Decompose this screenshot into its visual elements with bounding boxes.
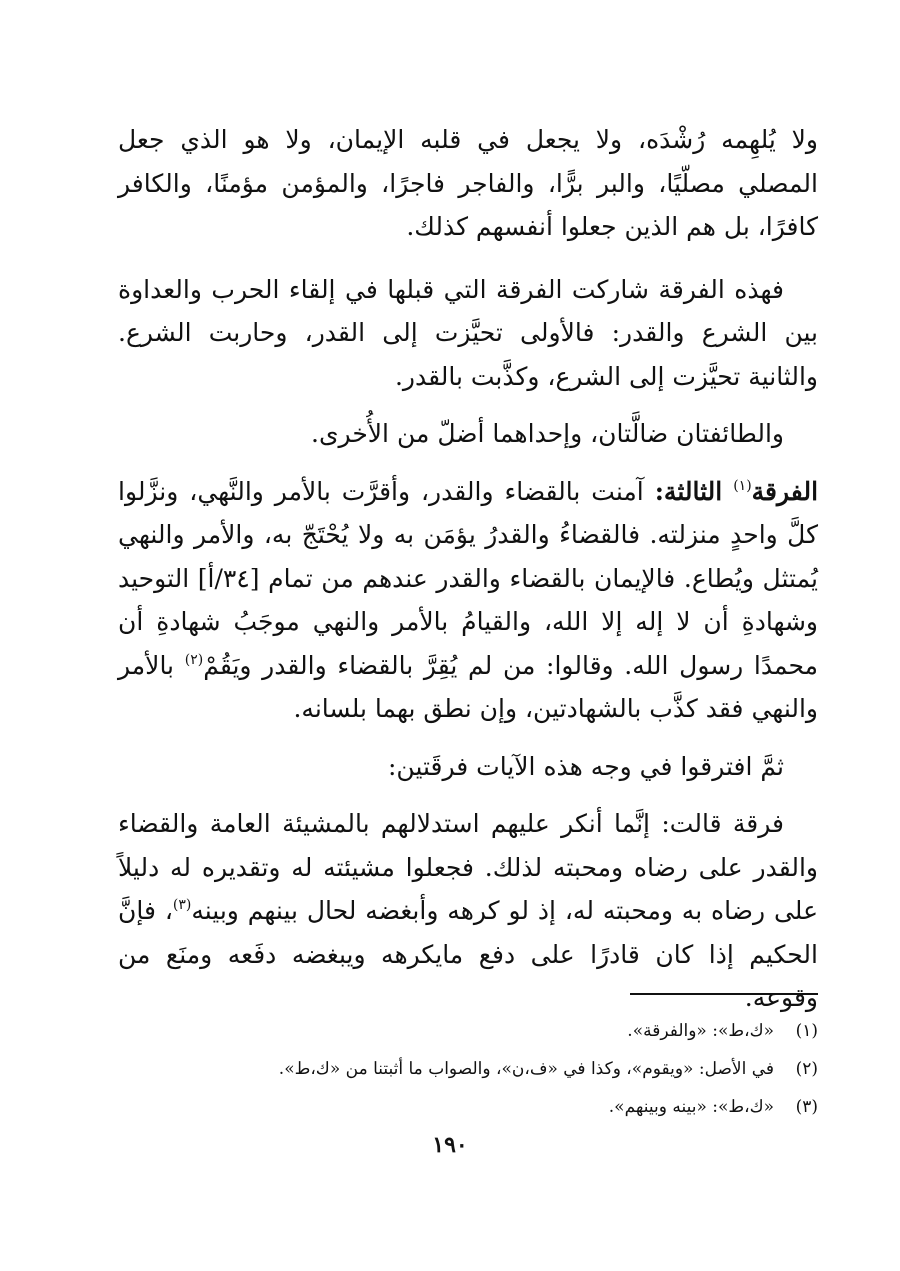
paragraph-1: ولا يُلهِمه رُشْدَه، ولا يجعل في قلبه الإيمان، ولا هو الذي جعل المصلي مصلّيًا، والبر برًّا، والفاجر فاجرًا، والمؤمن مؤمنًا، والكافر كافرًا، بل هم الذين جعلوا أنفسهم كذلك.: [118, 125, 818, 241]
paragraph-6-text-b: ، فإنَّ الحكيم إذا كان قادرًا على دفع مايكرهه ويبغضه دفَعه ومنَع من وقوعه.: [118, 896, 818, 1012]
main-text: [118, 118, 818, 1020]
paragraph-5: ثمَّ افترقوا في وجه هذه الآيات فرقَتين:: [388, 751, 784, 781]
footnote-2-number: (٢): [795, 1059, 818, 1079]
paragraph-4-text-a: آمنت بالقضاء والقدر، وأقرَّت بالأمر والنَّهي، ونزَّلوا كلَّ واحدٍ منزلته. فالقضاءُ والقدرُ يؤمَن به ولا يُحْتَجّ به، والأمر والنهي يُمتثل ويُطاع. فالإيمان بالقضاء والقدر عندهم من تمام [٣٤/أ] التوحيد وشهادةِ أن لا إله إلا الله، والقيامُ بالأمر والنهي موجَبُ شهادةِ أن محمدًا رسول الله. وقالوا: من لم يُقِرَّ بالقضاء والقدر ويَقُمْ: [118, 476, 818, 680]
footnote-3-number: (٣): [795, 1097, 818, 1117]
paragraph-2: فهذه الفرقة شاركت الفرقة التي قبلها في إلقاء الحرب والعداوة بين الشرع والقدر: فالأولى تحيَّزت إلى القدر، وحاربت الشرع. والثانية تحيَّزت إلى الشرع، وكذَّبت بالقدر.: [118, 274, 818, 391]
page-number: ١٩٠: [432, 1132, 468, 1158]
paragraph-4-text-b: بالأمر والنهي فقد كذَّب بالشهادتين، وإن نطق بهما بلسانه.: [118, 650, 818, 723]
footnote-2: [118, 1050, 818, 1088]
footnotes: [118, 1012, 818, 1126]
footnote-3-text: «ك،ط»: «بينه وبينهم».: [608, 1097, 774, 1117]
paragraph-3: والطائفتان ضالَّتان، وإحداهما أضلّ من الأُخرى.: [311, 419, 784, 448]
footnote-3: [118, 1088, 818, 1126]
paragraph-6-text-a: فرقة قالت: إنَّما أنكر عليهم استدلالهم بالمشيئة العامة والقضاء والقدر على رضاه ومحبته لذلك. فجعلوا مشيئته له وتقديره له دليلاً على رضاه به ومحبته له، إذ لو كرهه وأبغضه لحال بينهم وبينه: [118, 809, 818, 925]
paragraph-4-heading-2: الثالثة:: [654, 476, 723, 506]
paragraph-4-heading: الفرقة: [751, 476, 819, 506]
footnote-1-text: «ك،ط»: «والفرقة».: [627, 1021, 774, 1041]
footnote-1-number: (١): [795, 1021, 818, 1041]
paragraph-6: [118, 802, 818, 1020]
footnote-ref-1: (١): [733, 477, 752, 494]
footnote-ref-3: (٣): [172, 897, 192, 913]
footnote-ref-2: (٢): [184, 651, 204, 668]
footnote-1: [118, 1012, 818, 1050]
footnote-separator: [630, 993, 818, 995]
paragraph-4: [118, 470, 818, 731]
footnote-2-text: في الأصل: «ويقوم»، وكذا في «ف،ن»، والصواب ما أثبتنا من «ك،ط».: [278, 1059, 774, 1079]
